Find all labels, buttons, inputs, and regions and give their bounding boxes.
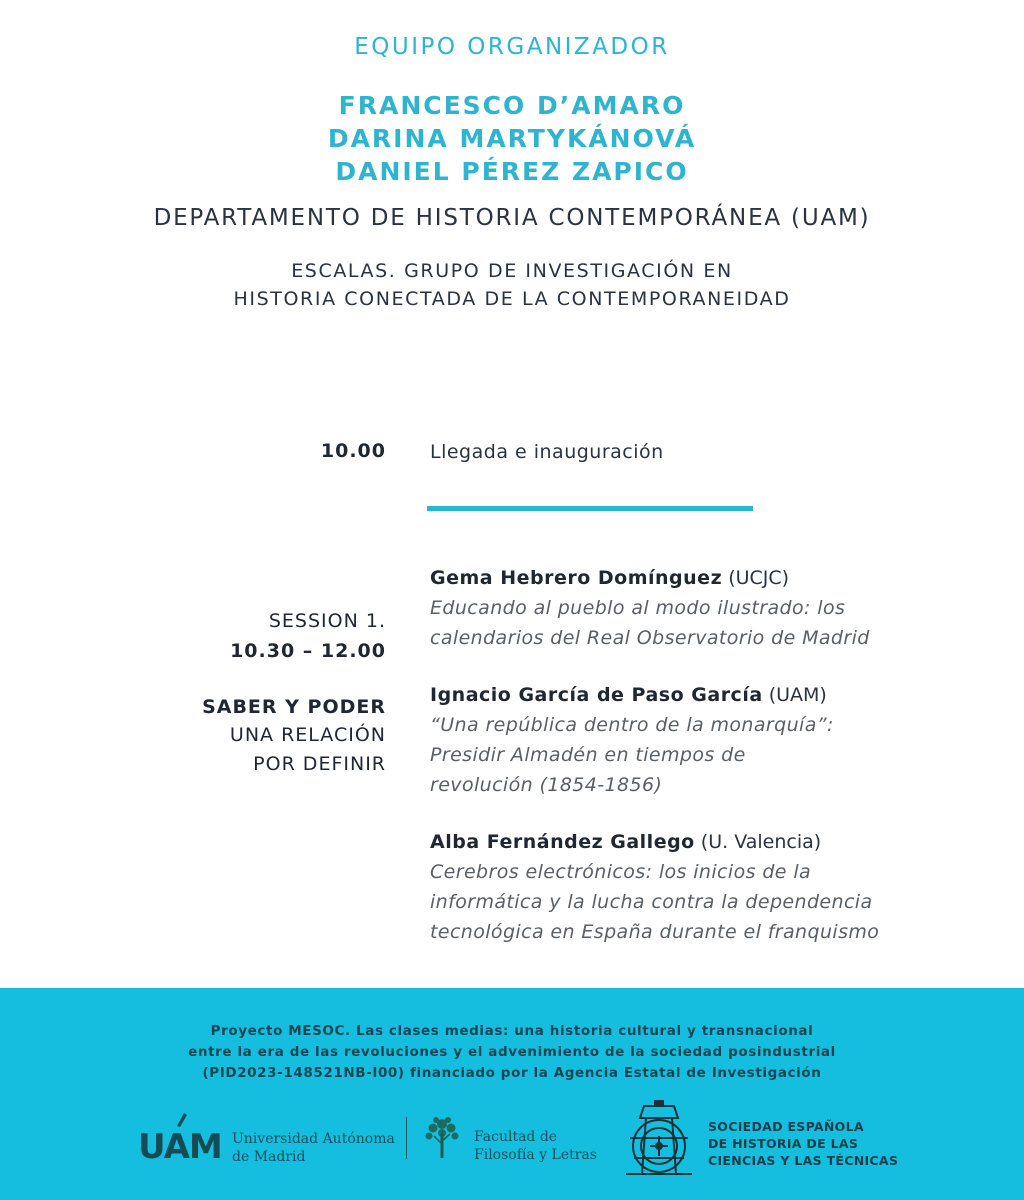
society-name: SOCIEDAD ESPAÑOLA DE HISTORIA DE LAS CIENCIAS Y LAS TÉCNICAS xyxy=(708,1119,899,1168)
session-topic-title: SABER Y PODER xyxy=(202,696,386,718)
speaker-institution: (UAM) xyxy=(768,684,827,706)
funding-statement: Proyecto MESOC. Las clases medias: una historia cultural y transnacional entre la era de las revoluciones y el advenimiento de la sociedad posindustrial (PID2023-148521NB-I00) financiado por la Agencia Estatal de Investigación xyxy=(188,1023,836,1081)
talk-speaker xyxy=(430,563,1010,593)
speaker-name: Gema Hebrero Domínguez xyxy=(430,567,723,589)
organizer-name: FRANCESCO D’AMARO xyxy=(338,91,686,120)
tree-icon xyxy=(420,1114,464,1160)
organizers-heading: EQUIPO ORGANIZADOR xyxy=(354,34,670,60)
talk-title: “Una república dentro de la monarquía”: Presidir Almadén en tiempos de revolución (1854-1856) xyxy=(430,714,834,796)
logo-separator xyxy=(406,1117,407,1159)
talk-entry xyxy=(430,680,1010,800)
talk-speaker xyxy=(430,680,1010,710)
talk-entry xyxy=(430,563,1010,653)
speaker-institution: (U. Valencia) xyxy=(700,831,822,853)
uam-logo-accent-icon xyxy=(176,1112,188,1128)
research-group-line: ESCALAS. GRUPO DE INVESTIGACIÓN EN xyxy=(291,260,733,282)
faculty-name: Facultad de Filosofía y Letras xyxy=(474,1129,597,1163)
session-label: SESSION 1. xyxy=(268,610,386,632)
uam-name: Universidad Autónoma de Madrid xyxy=(232,1131,395,1165)
speaker-institution: (UCJC) xyxy=(728,567,790,589)
talk-title: Cerebros electrónicos: los inicios de la informática y la lucha contra la dependencia tecnológica en España durante el franquismo xyxy=(430,861,880,943)
opening-text: Llegada e inauguración xyxy=(430,441,664,463)
research-group-line: HISTORIA CONECTADA DE LA CONTEMPORANEIDAD xyxy=(233,288,791,310)
talk-title: Educando al pueblo al modo ilustrado: los calendarios del Real Observatorio de Madrid xyxy=(430,597,870,649)
speaker-name: Ignacio García de Paso García xyxy=(430,684,763,706)
speaker-name: Alba Fernández Gallego xyxy=(430,831,695,853)
section-divider xyxy=(427,506,753,511)
session-time: 10.30 – 12.00 xyxy=(230,640,386,662)
department-title: DEPARTAMENTO DE HISTORIA CONTEMPORÁNEA (UAM) xyxy=(153,205,871,231)
society-emblem-icon xyxy=(620,1098,698,1180)
session-topic-line: UNA RELACIÓN xyxy=(229,724,386,746)
organizer-name: DARINA MARTYKÁNOVÁ xyxy=(327,124,697,153)
organizer-name: DANIEL PÉREZ ZAPICO xyxy=(335,157,689,186)
uam-logo: UAM xyxy=(138,1127,222,1167)
talk-speaker xyxy=(430,827,1010,857)
opening-time: 10.00 xyxy=(320,440,386,462)
talk-entry xyxy=(430,827,1010,947)
session-topic-line: POR DEFINIR xyxy=(253,753,386,775)
